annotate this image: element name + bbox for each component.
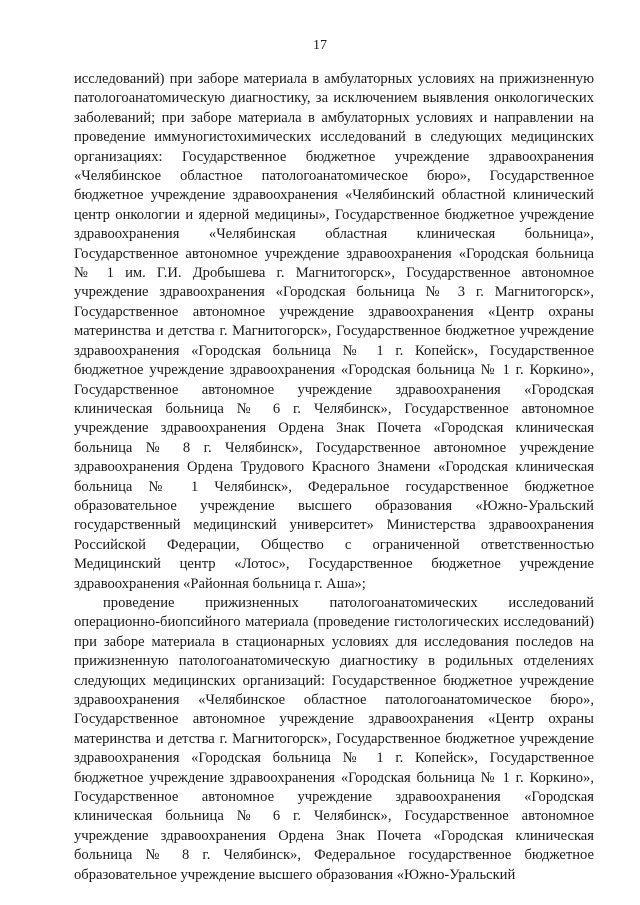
document-body — [74, 70, 594, 885]
page-number: 17 — [313, 38, 327, 53]
paragraph-continued: исследований) при заборе материала в амбулаторных условиях на прижизненную патологоанатомическую диагностику, за исключением выявления онкологических заболеваний; при заборе материала в амбулаторных условиях и направлении на проведение иммуногистохимических исследований в следующих медицинских организациях: Государственное бюджетное учреждение здравоохранения «Челябинское областное патологоанатомическое бюро», Государственное бюджетное учреждение здравоохранения «Челябинский областной клинический центр онкологии и ядерной медицины», Государственное бюджетное учреждение здравоохранения «Челябинская областная клиническая больница», Государственное автономное учреждение здравоохранения «Городская больница № 1 им. Г.И. Дробышева г. Магнитогорск», Государственное автономное учреждение здравоохранения «Городская больница № 3 г. Магнитогорск», Государственное автономное учреждение здравоохранения «Центр охраны материнства и детства г. Магнитогорск», Государственное бюджетное учреждение здравоохранения «Городская больница № 1 г. Копейск», Государственное бюджетное учреждение здравоохранения «Городская больница № 1 г. Коркино», Государственное автономное учреждение здравоохранения «Городская клиническая больница № 6 г. Челябинск», Государственное автономное учреждение здравоохранения Ордена Знак Почета «Городская клиническая больница № 8 г. Челябинск», Государственное автономное учреждение здравоохранения Ордена Трудового Красного Знамени «Городская клиническая больница № 1 Челябинск», Федеральное государственное бюджетное образовательное учреждение высшего образования «Южно-Уральский государственный медицинский университет» Министерства здравоохранения Российской Федерации, Общество с ограниченной ответственностью Медицинский центр «Лотос», Государственное бюджетное учреждение здравоохранения «Районная больница г. Аша»; — [74, 71, 594, 592]
paragraph-biopsy-research: проведение прижизненных патологоанатомических исследований операционно-биопсийного материала (проведение гистологических исследований) при заборе материала в стационарных условиях для исследования последов на прижизненную патологоанатомическую диагностику в родильных отделениях следующих медицинских организаций: Государственное бюджетное учреждение здравоохранения «Челябинское областное патологоанатомическое бюро», Государственное автономное учреждение здравоохранения «Центр охраны материнства и детства г. Магнитогорск», Государственное бюджетное учреждение здравоохранения «Городская больница № 1 г. Копейск», Государственное бюджетное учреждение здравоохранения «Городская больница № 1 г. Коркино», Государственное автономное учреждение здравоохранения «Городская клиническая больница № 6 г. Челябинск», Государственное автономное учреждение здравоохранения Ордена Знак Почета «Городская клиническая больница № 8 г. Челябинск», Федеральное государственное бюджетное образовательное учреждение высшего образования «Южно-Уральский — [74, 594, 594, 883]
